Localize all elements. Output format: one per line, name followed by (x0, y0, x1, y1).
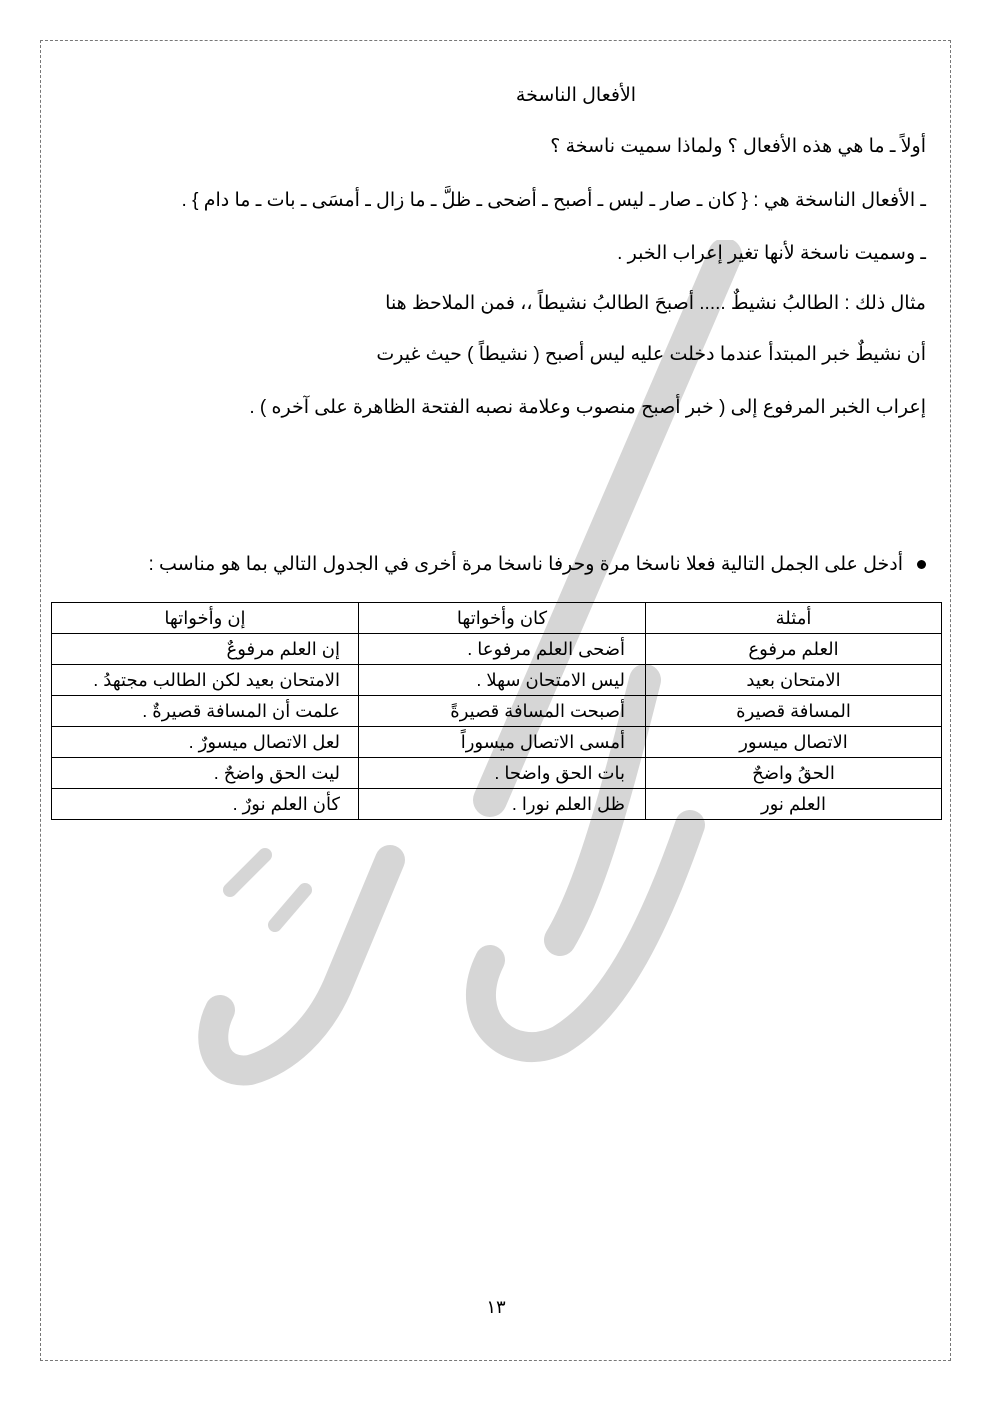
kana-cell: أصبحت المسافة قصيرةً (359, 696, 646, 727)
page-number: ١٣ (486, 1297, 506, 1317)
question-line: أولاً ـ ما هي هذه الأفعال ؟ ولماذا سميت ناسخة ؟ (550, 136, 926, 157)
kana-cell: أمسى الاتصال ميسوراً (359, 727, 646, 758)
inna-cell: لعل الاتصال ميسورٌ . (52, 727, 359, 758)
inna-cell: ليت الحق واضحٌ . (52, 758, 359, 789)
inna-cell: إن العلم مرفوعٌ (52, 634, 359, 665)
kana-cell: بات الحق واضحا . (359, 758, 646, 789)
example-cell: العلم مرفوع (646, 634, 942, 665)
exercise-table (51, 602, 942, 820)
kana-cell: ظل العلم نورا . (359, 789, 646, 820)
table-row (52, 634, 942, 665)
table-row (52, 758, 942, 789)
inna-cell: علمت أن المسافة قصيرةٌ . (52, 696, 359, 727)
example-line: مثال ذلك : الطالبُ نشيطٌ ..... أصبحَ الطالبُ نشيطاً ،، فمن الملاحظ هنا (385, 293, 926, 314)
example-cell: المسافة قصيرة (646, 696, 942, 727)
inna-cell: الامتحان بعيد لكن الطالب مجتهدُ . (52, 665, 359, 696)
table-row (52, 727, 942, 758)
explanation-line-2: إعراب الخبر المرفوع إلى ( خبر أصبح منصوب وعلامة نصبه الفتحة الظاهرة على آخره ) . (249, 397, 926, 418)
table-row (52, 696, 942, 727)
header-inna-sisters: إن وأخواتها (52, 603, 359, 634)
kana-cell: أضحى العلم مرفوعا . (359, 634, 646, 665)
header-kana-sisters: كان وأخواتها (359, 603, 646, 634)
table-row (52, 789, 942, 820)
example-cell: العلم نور (646, 789, 942, 820)
header-examples: أمثلة (646, 603, 942, 634)
table-row (52, 665, 942, 696)
example-cell: الامتحان بعيد (646, 665, 942, 696)
bullet-icon (917, 560, 926, 569)
example-cell: الاتصال ميسور (646, 727, 942, 758)
example-cell: الحقُ واضحٌ (646, 758, 942, 789)
verbs-list-line: ـ الأفعال الناسخة هي : { كان ـ صار ـ ليس ـ أصبح ـ أضحى ـ ظلَّ ـ ما زال ـ أمسَى ـ بات ـ ما دام } . (181, 190, 926, 211)
reason-line: ـ وسميت ناسخة لأنها تغير إعراب الخبر . (617, 243, 926, 264)
kana-cell: ليس الامتحان سهلا . (359, 665, 646, 696)
table-header-row (52, 603, 942, 634)
inna-cell: كأن العلم نورٌ . (52, 789, 359, 820)
instruction-text: أدخل على الجمل التالية فعلا ناسخا مرة وحرفا ناسخا مرة أخرى في الجدول التالي بما هو مناسب : (148, 554, 903, 575)
page-title: الأفعال الناسخة (515, 85, 637, 106)
exercise-instruction (148, 553, 926, 576)
explanation-line-1: أن نشيطٌ خبر المبتدأ عندما دخلت عليه ليس أصبح ( نشيطاً ) حيث غيرت (376, 344, 926, 365)
